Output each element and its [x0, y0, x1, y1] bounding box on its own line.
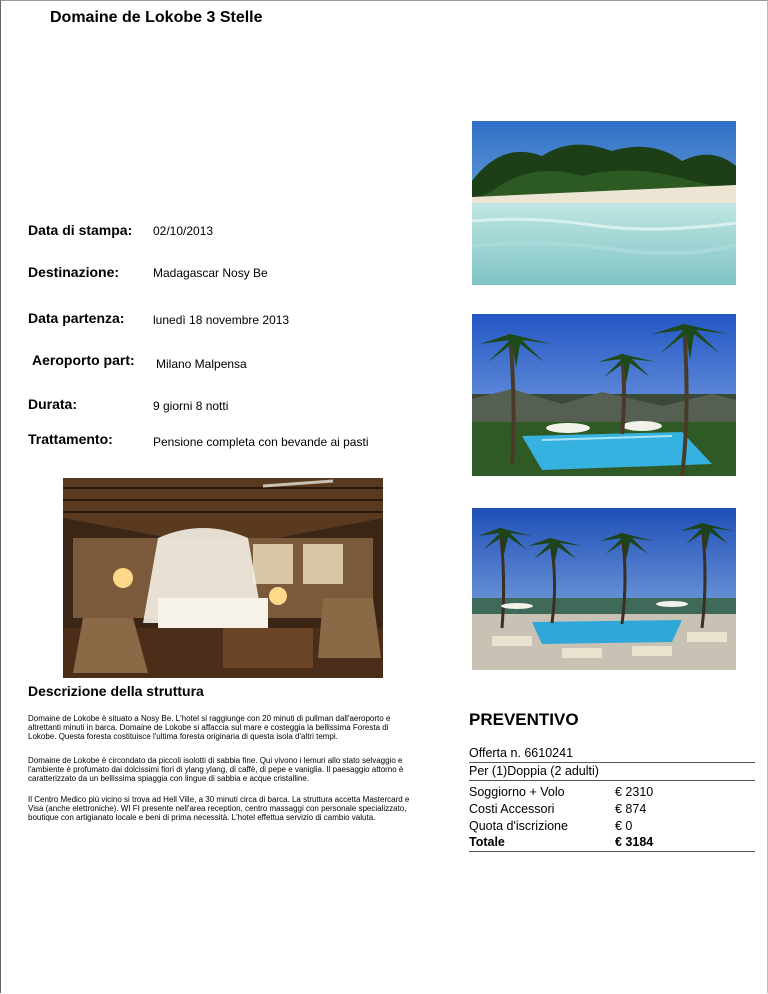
cost-row [469, 784, 755, 801]
room-photo [63, 478, 383, 678]
description-paragraph: Il Centro Medico più vicino si trova ad Hell Ville, a 30 minuti circa di barca. La struttura accetta Mastercard e Visa (anche elettroniche). WI FI presente nell'area reception, centro massaggi con personale specializzato, boutique con artigianato locale e beni di prima necessità. L'hotel effettua servizio di cambio valuta. [28, 795, 410, 822]
duration-label: Durata: [28, 396, 78, 412]
airport-value: Milano Malpensa [156, 357, 247, 371]
description-paragraph: Domaine de Lokobe è situato a Nosy Be. L'hotel si raggiunge con 20 minuti di pullman dall'aeroporto e altrettanti minuti in barca. Domaine de Lokobe si affaccia sul mare e costeggia la bellissima Foresta di Lokobe. Questa foresta costituisce l'ultima foresta originaria di questa isola d'altri tempi. [28, 714, 391, 741]
print-date-value: 02/10/2013 [153, 224, 214, 238]
cost-amount: € 2310 [615, 785, 654, 799]
cost-label: Soggiorno + Volo [469, 785, 565, 799]
pool-photo [472, 314, 736, 476]
total-row [469, 834, 755, 852]
cost-label: Quota d'iscrizione [469, 819, 568, 833]
print-date-label: Data di stampa: [28, 222, 133, 238]
cost-amount: € 0 [615, 819, 633, 833]
departure-date-value: lunedì 18 novembre 2013 [153, 313, 290, 327]
board-value: Pensione completa con bevande ai pasti [153, 435, 369, 449]
destination-label: Destinazione: [28, 264, 120, 280]
description-paragraph: Domaine de Lokobe è circondato da piccoli isolotti di sabbia fine. Qui vivono i lemuri allo stato selvaggio e l'ambiente è profumato dai dolcissimi fiori di ylang ylang, di caffè, di pepe e vaniglia. Il paesaggio attorno è caratterizzato da un bellissima spiaggia con lingue di sabbia e acque cristalline. [28, 756, 404, 783]
cost-row [469, 818, 755, 835]
airport-label: Aeroporto part: [32, 352, 135, 368]
total-label: Totale [469, 835, 505, 849]
offer-number: Offerta n. 6610241 [469, 745, 755, 763]
cost-amount: € 874 [615, 802, 647, 816]
departure-date-label: Data partenza: [28, 310, 125, 326]
loungers-photo [472, 508, 736, 670]
destination-value: Madagascar Nosy Be [153, 266, 268, 280]
cost-row [469, 801, 755, 818]
duration-value: 9 giorni 8 notti [153, 399, 229, 413]
room-description: Per (1)Doppia (2 adulti) [469, 763, 755, 781]
total-amount: € 3184 [615, 835, 654, 849]
description-title: Descrizione della struttura [28, 683, 204, 699]
page-title: Domaine de Lokobe 3 Stelle [50, 9, 263, 26]
quote-title: PREVENTIVO [469, 710, 579, 729]
beach-photo [472, 121, 736, 285]
board-label: Trattamento: [28, 431, 113, 447]
cost-label: Costi Accessori [469, 802, 555, 816]
